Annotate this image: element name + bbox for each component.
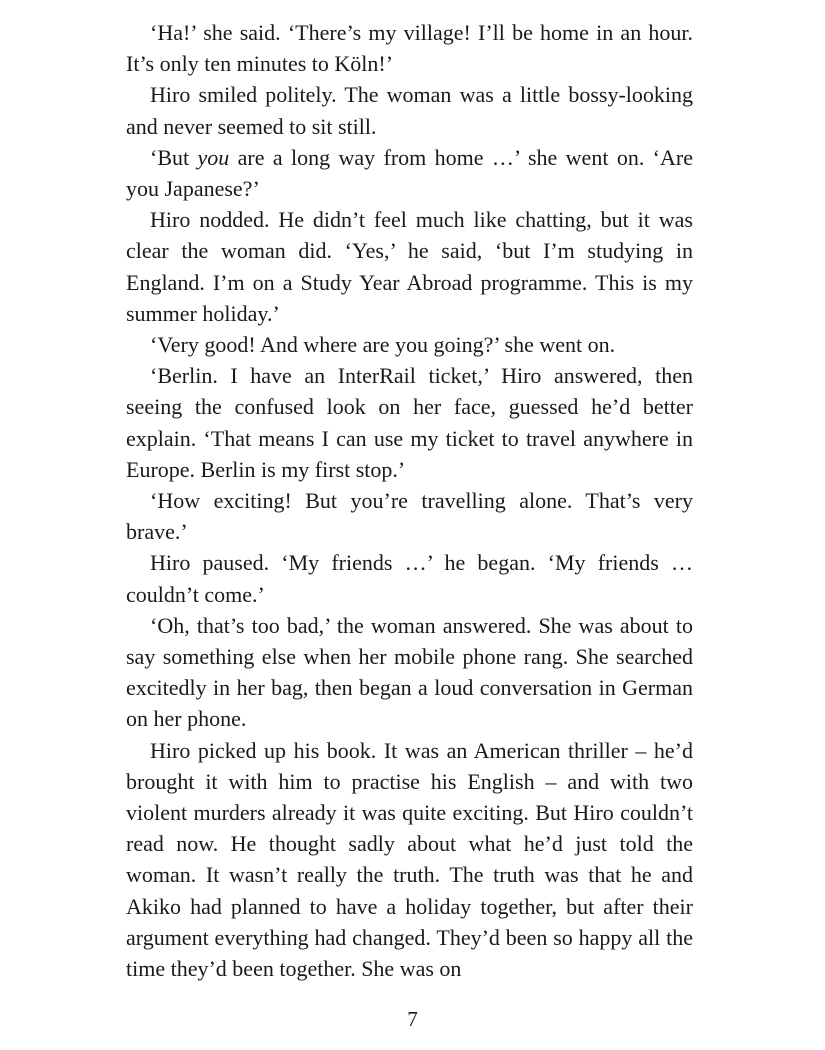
- paragraph: ‘Very good! And where are you going?’ she went on.: [150, 332, 616, 358]
- paragraph-text: are a long way from home …’ she went on. ‘Are you Japanese?’: [126, 144, 693, 202]
- body-text: [126, 17, 693, 984]
- paragraph: ‘How exciting! But you’re travelling alone. That’s very brave.’: [126, 488, 693, 545]
- paragraph: ‘Oh, that’s too bad,’ the woman answered. She was about to say something else when her mobile phone rang. She searched excitedly in her bag, then began a loud conversation in German on her phone.: [126, 612, 693, 732]
- emphasis-text: you: [197, 144, 230, 170]
- paragraph-text: ‘But: [150, 144, 198, 170]
- paragraph: Hiro smiled politely. The woman was a little bossy-looking and never seemed to sit still.: [126, 82, 693, 139]
- page-number: 7: [407, 1007, 418, 1031]
- paragraph: Hiro picked up his book. It was an American thriller – he’d brought it with him to practise his English – and with two violent murders already it was quite exciting. But Hiro couldn’t read now. He thought sadly about what he’d just told the woman. It wasn’t really the truth. The truth was that he and Akiko had planned to have a holiday together, but after their argument everything had changed. They’d been so happy all the time they’d been together. She was on: [126, 737, 693, 982]
- paragraph: ‘Ha!’ she said. ‘There’s my village! I’ll be home in an hour. It’s only ten minutes to Köln!’: [126, 20, 693, 77]
- paragraph: Hiro nodded. He didn’t feel much like chatting, but it was clear the woman did. ‘Yes,’ he said, ‘but I’m studying in England. I’m on a Study Year Abroad programme. This is my summer holiday.’: [126, 207, 693, 326]
- paragraph: Hiro paused. ‘My friends …’ he began. ‘My friends … couldn’t come.’: [126, 550, 693, 607]
- paragraph: ‘Berlin. I have an InterRail ticket,’ Hiro answered, then seeing the confused look on her face, guessed he’d better explain. ‘That means I can use my ticket to travel anywhere in Europe. Berlin is my first stop.’: [126, 363, 693, 482]
- paragraph: [126, 142, 693, 204]
